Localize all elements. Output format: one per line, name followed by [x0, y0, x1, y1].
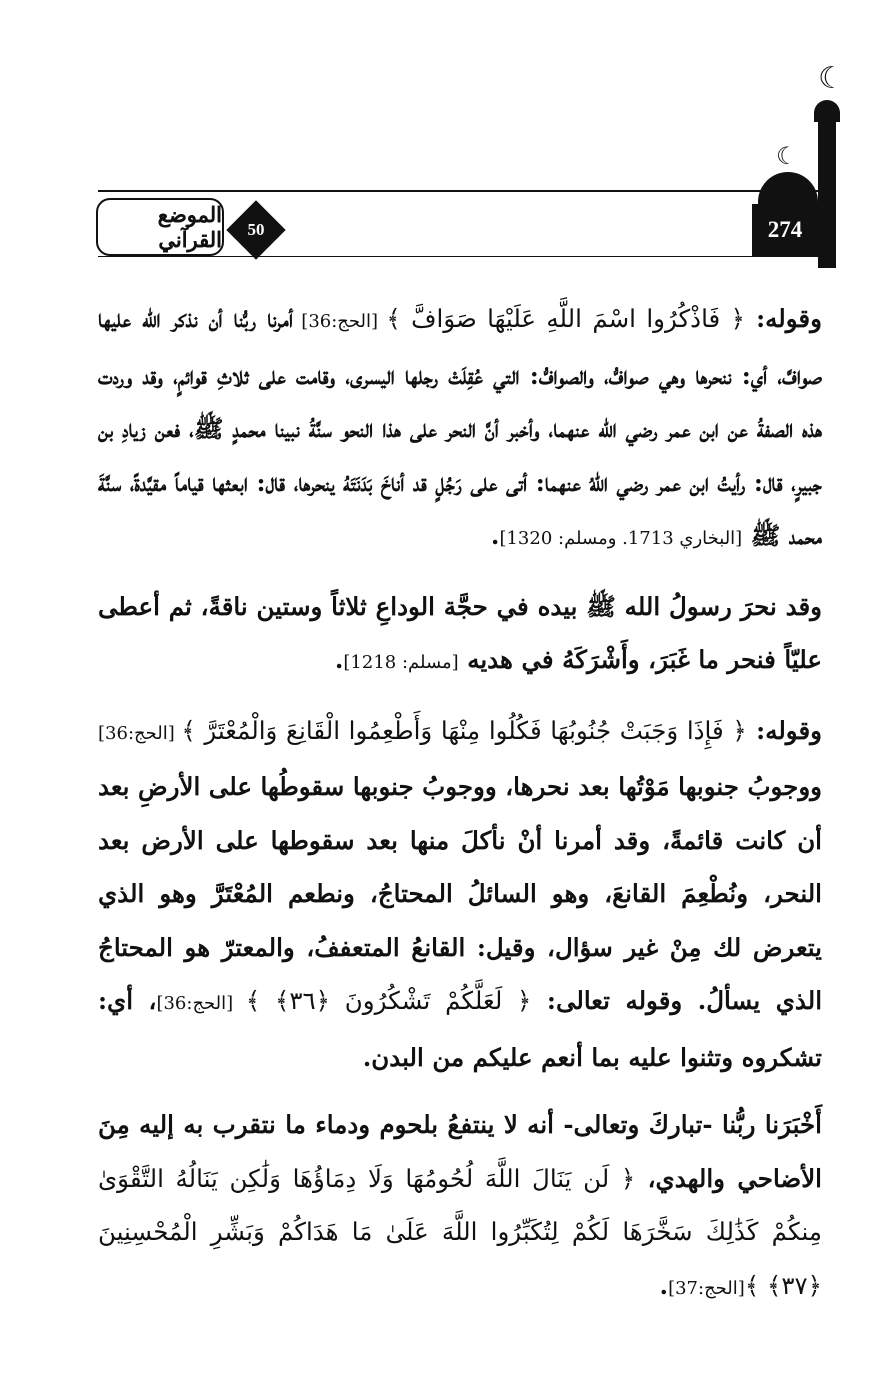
body-text: . — [659, 1270, 669, 1300]
body-text: . — [334, 645, 344, 674]
citation: [الحج:36] — [292, 311, 387, 332]
paragraph — [98, 704, 822, 1085]
paragraph — [98, 1098, 822, 1315]
page-number: 274 — [752, 204, 818, 256]
citation: [الحج:37] — [668, 1277, 745, 1299]
minaret-icon — [818, 118, 836, 268]
page-body — [98, 292, 822, 1329]
citation: [الحج:36] — [156, 993, 246, 1014]
citation: [البخاري 1713. ومسلم: 1320] — [499, 528, 743, 549]
paragraph — [98, 580, 822, 690]
body-text: . — [490, 521, 500, 550]
body-text: وقوله: — [745, 304, 822, 333]
topic-number-badge — [226, 200, 286, 260]
quran-verse: ﴿ فَاذْكُرُوا اسْمَ اللَّهِ عَلَيْهَا صَوَافَّ ﴾ — [386, 304, 745, 333]
body-text: أَخْبَرَنا ربُّنا -تباركَ وتعالى- أنه لا ينتفعُ بلحوم ودماء ما نتقرب به إليه مِنَ الأضاحي والهدي، — [98, 1110, 822, 1193]
header-rule-lower — [98, 256, 818, 257]
citation: [مسلم: 1218] — [343, 652, 459, 673]
paragraph — [98, 292, 822, 566]
topic-number: 50 — [247, 220, 265, 239]
quran-verse: ﴿ لَعَلَّكُمْ تَشْكُرُونَ ﴿٣٦﴾ ﴾ — [245, 986, 532, 1015]
quran-verse: ﴿ لَن يَنَالَ اللَّهَ لُحُومُهَا وَلَا دِمَاؤُهَا وَلَٰكِن يَنَالُهُ التَّقْوَىٰ مِنكُمْ كَذَٰلِكَ سَخَّرَهَا لَكُمْ لِتُكَبِّرُوا اللَّهَ عَلَىٰ مَا هَدَاكُمْ وَبَشِّرِ الْمُحْسِنِينَ ﴿٣٧﴾ ﴾ — [98, 1163, 822, 1300]
citation: [الحج:36] — [98, 722, 182, 744]
body-text: وقد نحرَ رسولُ الله ﷺ بيده في حجَّة الوداعِ ثلاثاً وستين ناقةً، ثم أعطى عليّاً فنحر ما غَبَرَ، وأَشْرَكَهُ في هديه — [98, 591, 822, 674]
quran-verse: ﴿ فَإِذَا وَجَبَتْ جُنُوبُهَا فَكُلُوا مِنْهَا وَأَطْعِمُوا الْقَانِعَ وَالْمُعْتَرَّ ﴾ — [181, 715, 747, 745]
header-rule — [98, 190, 818, 192]
dome-crescent-icon: ☾ — [776, 142, 798, 170]
crescent-icon: ☾ — [818, 61, 845, 96]
body-text: ووجوبُ جنوبها مَوْتُها بعد نحرها، ووجوبُ جنوبها سقوطُها على الأرضِ بعد أن كانت قائمةً، وقد أمرنا أنْ نأكلَ منها بعد سقوطها على الأرض بعد النحر، ونُطْعِمَ القانعَ، وهو السائلُ المحتاجُ، ونطعم المُعْتَرَّ وهو الذي يتعرض لك مِنْ غير سؤال، وقيل: القانعُ المتعففُ، والمعترّ هو المحتاجُ الذي يسألُ. وقوله تعالى: — [98, 772, 823, 1015]
body-text: وقوله: — [746, 715, 822, 745]
page-header — [0, 0, 878, 270]
series-title-logo: الموضع القرآني — [96, 198, 224, 256]
body-text: ، أي: تشكروه وتثنوا عليه بما أنعم عليكم من البدن. — [98, 986, 822, 1072]
body-text: أمرنا ربُّنا أن نذكر الله عليها صوافَّ، أي: ننحرها وهي صوافُّ، والصوافُّ: التي عُقِلَتْ رجلها اليسرى، وقامت على ثلاثِ قوائمٍ، وقد وردت هذه الصفةُ عن ابن عمر رضي الله عنهما، وأخبر أنَّ النحر على هذا النحو سنَّةُ نبينا محمدٍ ﷺ، فعن زيادِ بن جبيرٍ، قال: رأيتُ ابن عمر رضي اللهُ عنهما: أتى على رَجُلٍ قد أناخَ بَدَنَتَهُ ينحرها، قال: ابعثها قياماً مقيَّدةً، سنَّةَ محمد ﷺ — [98, 304, 822, 550]
